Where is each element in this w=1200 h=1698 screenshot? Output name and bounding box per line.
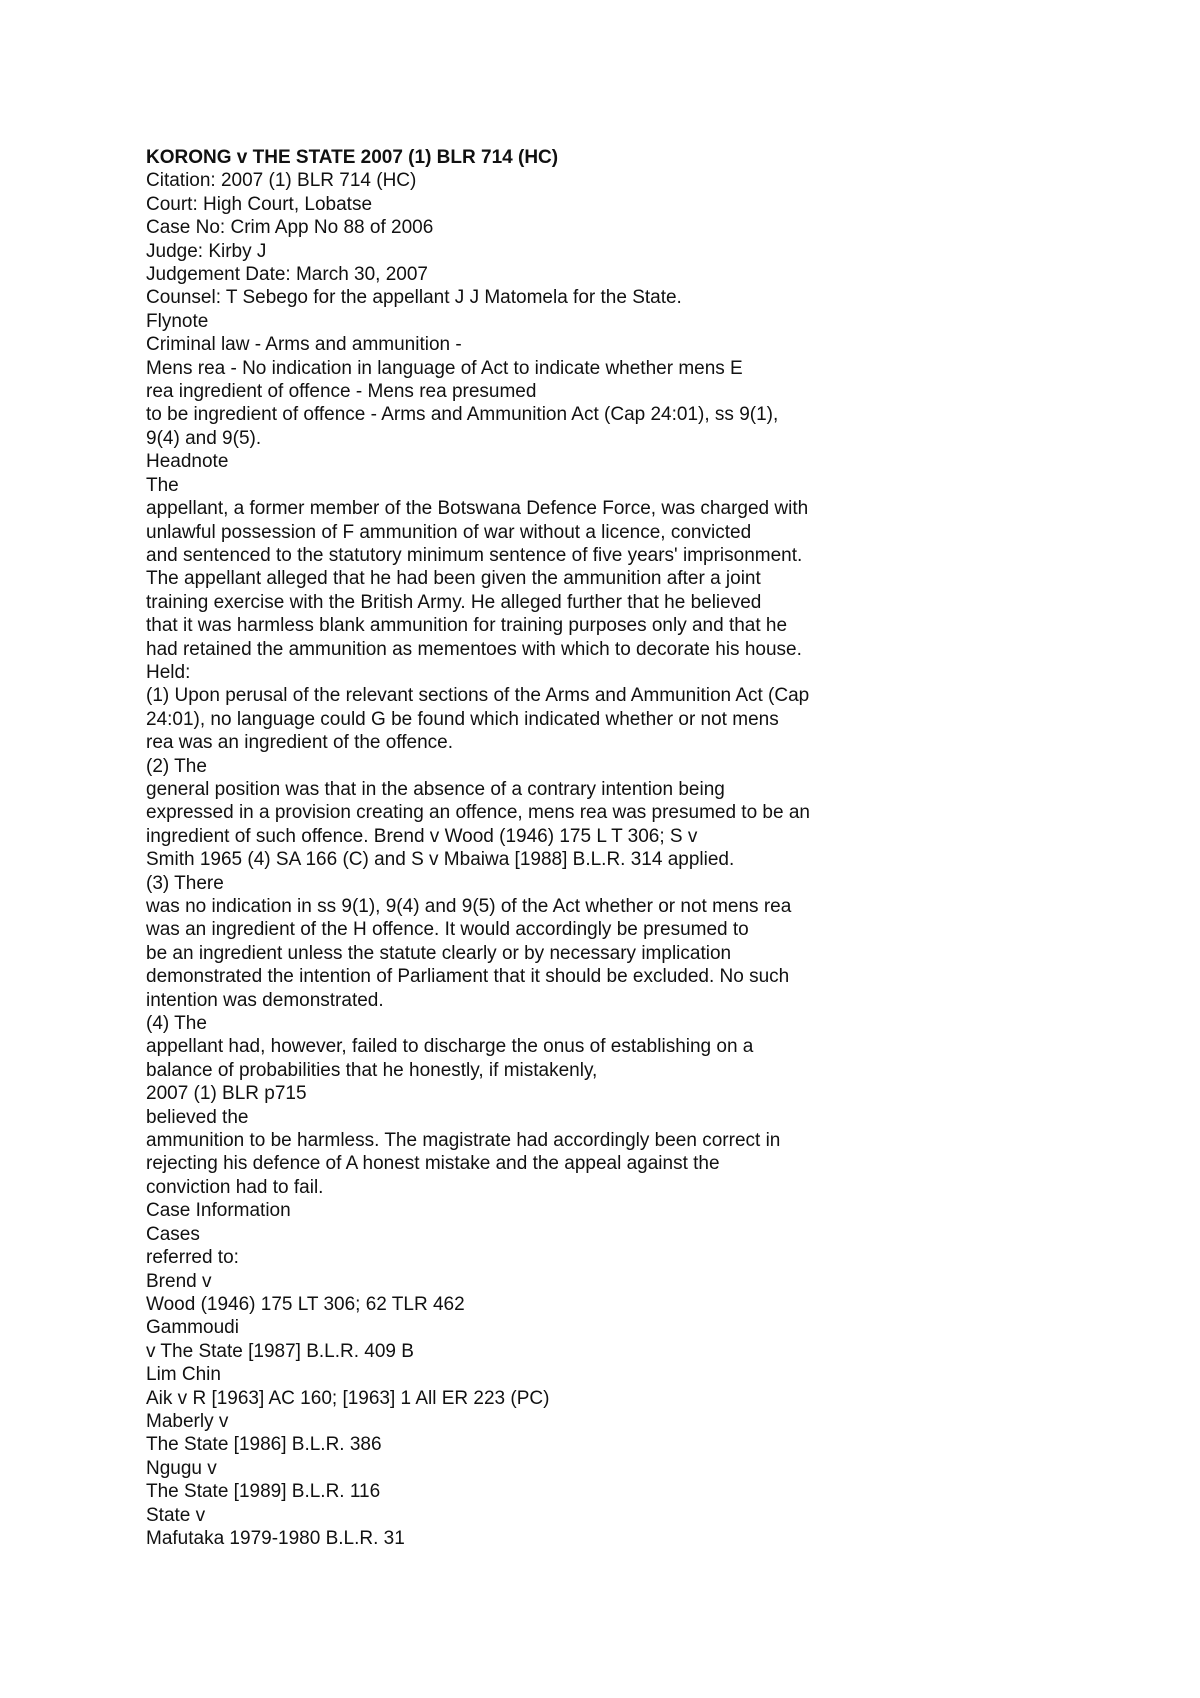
text-line: conviction had to fail. bbox=[146, 1176, 324, 1198]
text-line: was an ingredient of the H offence. It would accordingly be presumed to bbox=[146, 919, 749, 941]
text-line: be an ingredient unless the statute clearly or by necessary implication bbox=[146, 942, 732, 964]
text-line: Brend v bbox=[146, 1270, 212, 1292]
text-line: 2007 (1) BLR p715 bbox=[146, 1083, 307, 1105]
text-line: to be ingredient of offence - Arms and Ammunition Act (Cap 24:01), ss 9(1), bbox=[146, 404, 779, 426]
text-line: training exercise with the British Army. He alleged further that he believed bbox=[146, 591, 762, 613]
text-line: The bbox=[146, 474, 179, 496]
text-line: Wood (1946) 175 LT 306; 62 TLR 462 bbox=[146, 1293, 465, 1315]
text-line: was no indication in ss 9(1), 9(4) and 9(5) of the Act whether or not mens rea bbox=[146, 896, 792, 917]
text-line: referred to: bbox=[146, 1247, 239, 1269]
text-line: rejecting his defence of A honest mistake and the appeal against the bbox=[146, 1153, 720, 1175]
text-line: Court: High Court, Lobatse bbox=[146, 193, 373, 215]
document-body bbox=[146, 146, 1046, 1550]
text-line: The State [1986] B.L.R. 386 bbox=[146, 1434, 382, 1456]
text-line: State v bbox=[146, 1504, 206, 1526]
text-line: 24:01), no language could G be found which indicated whether or not mens bbox=[146, 708, 779, 730]
text-line: Flynote bbox=[146, 310, 209, 332]
text-line: Maberly v bbox=[146, 1410, 229, 1432]
text-line: Judge: Kirby J bbox=[146, 240, 267, 262]
text-line: Judgement Date: March 30, 2007 bbox=[146, 264, 429, 286]
text-line: and sentenced to the statutory minimum sentence of five years' imprisonment. bbox=[146, 544, 803, 566]
text-line: 9(4) and 9(5). bbox=[146, 427, 262, 449]
text-line: (4) The bbox=[146, 1013, 207, 1035]
text-line: intention was demonstrated. bbox=[146, 989, 384, 1011]
text-line: Case Information bbox=[146, 1200, 291, 1222]
text-line: Aik v R [1963] AC 160; [1963] 1 All ER 223 (PC) bbox=[146, 1387, 550, 1409]
text-line: appellant, a former member of the Botswana Defence Force, was charged with bbox=[146, 498, 809, 520]
text-line: Smith 1965 (4) SA 166 (C) and S v Mbaiwa [1988] B.L.R. 314 applied. bbox=[146, 849, 735, 871]
text-line: Gammoudi bbox=[146, 1317, 239, 1339]
text-line: Mens rea - No indication in language of Act to indicate whether mens E bbox=[146, 357, 743, 379]
text-line: Lim Chin bbox=[146, 1364, 221, 1386]
text-line: general position was that in the absence of a contrary intention being bbox=[146, 778, 725, 800]
text-line: demonstrated the intention of Parliament that it should be excluded. No such bbox=[146, 966, 790, 988]
text-line: appellant had, however, failed to discharge the onus of establishing on a bbox=[146, 1036, 754, 1058]
text-line: expressed in a provision creating an offence, mens rea was presumed to be an bbox=[146, 802, 810, 824]
text-line: v The State [1987] B.L.R. 409 B bbox=[146, 1340, 414, 1362]
text-line: Cases bbox=[146, 1223, 200, 1245]
text-line: ingredient of such offence. Brend v Wood (1946) 175 L T 306; S v bbox=[146, 825, 698, 847]
text-line: ammunition to be harmless. The magistrate had accordingly been correct in bbox=[146, 1130, 781, 1152]
text-line: (2) The bbox=[146, 755, 207, 777]
text-line: balance of probabilities that he honestly, if mistakenly, bbox=[146, 1059, 598, 1081]
text-line: Mafutaka 1979-1980 B.L.R. 31 bbox=[146, 1527, 405, 1549]
case-title: KORONG v THE STATE 2007 (1) BLR 714 (HC) bbox=[146, 147, 559, 168]
text-line: (3) There bbox=[146, 872, 224, 894]
text-line: Case No: Crim App No 88 of 2006 bbox=[146, 217, 434, 239]
text-line: The appellant alleged that he had been given the ammunition after a joint bbox=[146, 568, 761, 590]
text-line: The State [1989] B.L.R. 116 bbox=[146, 1481, 381, 1503]
text-line: rea ingredient of offence - Mens rea presumed bbox=[146, 381, 537, 403]
text-line: Ngugu v bbox=[146, 1457, 217, 1479]
text-line: rea was an ingredient of the offence. bbox=[146, 732, 454, 754]
text-line: Held: bbox=[146, 661, 191, 683]
text-line: unlawful possession of F ammunition of war without a licence, convicted bbox=[146, 521, 752, 543]
text-line: Criminal law - Arms and ammunition - bbox=[146, 334, 462, 356]
text-line: Citation: 2007 (1) BLR 714 (HC) bbox=[146, 170, 417, 192]
text-line: (1) Upon perusal of the relevant sections of the Arms and Ammunition Act (Cap bbox=[146, 685, 810, 707]
text-line: had retained the ammunition as mementoes with which to decorate his house. bbox=[146, 638, 802, 660]
text-line: believed the bbox=[146, 1106, 249, 1128]
text-line: Counsel: T Sebego for the appellant J J Matomela for the State. bbox=[146, 287, 682, 309]
text-line: that it was harmless blank ammunition for training purposes only and that he bbox=[146, 615, 788, 637]
text-line: Headnote bbox=[146, 451, 229, 473]
